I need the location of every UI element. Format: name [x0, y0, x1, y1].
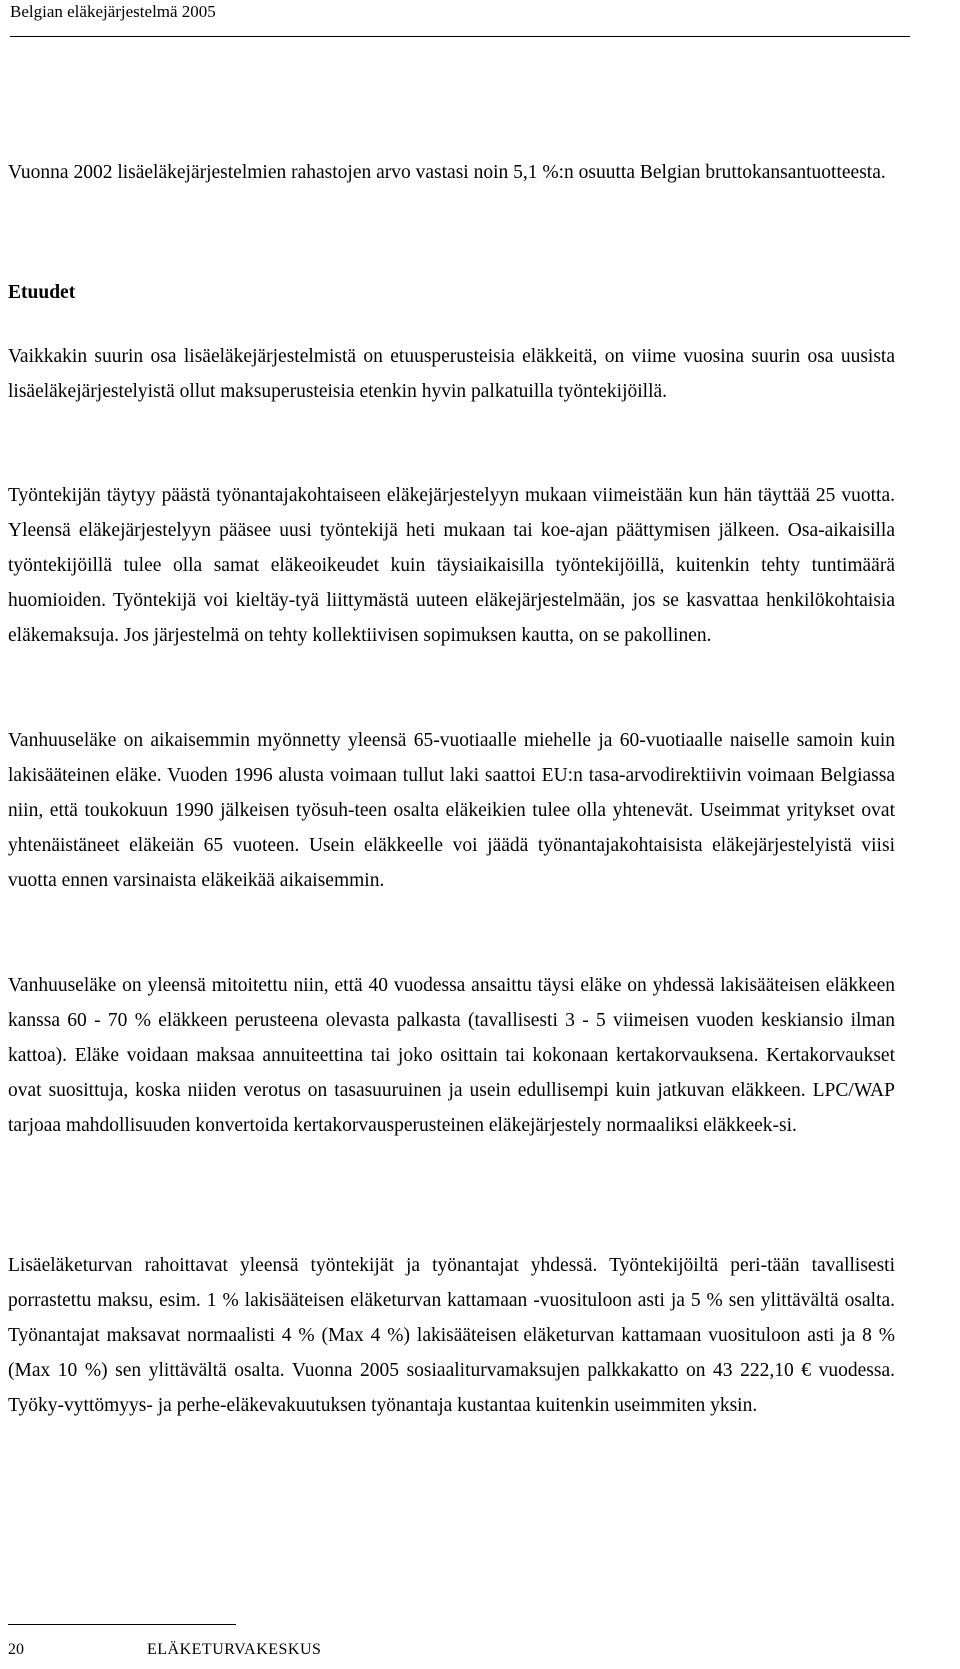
paragraph-financing: Lisäeläketurvan rahoittavat yleensä työntekijät ja työnantajat yhdessä. Työntekijöiltä peri-tään tavallisesti porrastettu maksu, esim. 1 % lakisääteisen eläketurvan kattamaan -vuosituloon asti ja 5 % sen ylittävältä osalta. Työnantajat maksavat normaalisti 4 % (Max 4 %) lakisääteisen eläketurvan kattamaan vuosituloon asti ja 8 % (Max 10 %) sen ylittävältä osalta. Vuonna 2005 sosiaaliturvamaksujen palkkakatto on 43 222,10 € vuodessa. Työky-vyttömyys- ja perhe-eläkevakuutuksen työnantaja kustantaa kuitenkin useimmiten yksin.: [8, 1255, 895, 1416]
footer-organization: ELÄKETURVAKESKUS: [147, 1641, 322, 1658]
paragraph-benefit-types: Vaikkakin suurin osa lisäeläkejärjestelmistä on etuusperusteisia eläkkeitä, on viime vuosina suurin osa uusista lisäeläkejärjestelyistä ollut maksuperusteisia etenkin hyvin palkatuilla työntekijöillä.: [8, 346, 895, 402]
paragraph-retirement-age: Vanhuuseläke on aikaisemmin myönnetty yleensä 65-vuotiaalle miehelle ja 60-vuotiaalle naiselle samoin kuin lakisääteinen eläke. Vuoden 1996 alusta voimaan tullut laki saattoi EU:n tasa-arvodirektiivin voimaan Belgiassa niin, että toukokuun 1990 jälkeisen työsuh-teen osalta eläkeikien tulee olla yhtenevät. Useimmat yritykset ovat yhtenäistäneet eläkeiän 65 vuoteen. Usein eläkkeelle voi jäädä työnantajakohtaisista eläkejärjestelyistä viisi vuotta ennen varsinaista eläkeikää aikaisemmin.: [8, 730, 895, 891]
paragraph-fund-value: Vuonna 2002 lisäeläkejärjestelmien rahastojen arvo vastasi noin 5,1 %:n osuutta Belgian bruttokansantuotteesta.: [8, 162, 886, 183]
section-heading-benefits: Etuudet: [8, 282, 76, 303]
paragraph-pension-level: Vanhuuseläke on yleensä mitoitettu niin, että 40 vuodessa ansaittu täysi eläke on yhdessä lakisääteisen eläkkeen kanssa 60 - 70 % eläkkeen perusteena olevasta palkasta (tavallisesti 3 - 5 viimeisen vuoden keskiansio ilman kattoa). Eläke voidaan maksaa annuiteettina tai joko osittain tai kokonaan kertakorvauksena. Kertakorvaukset ovat suosittuja, koska niiden verotus on tasasuuruinen ja usein edullisempi kuin jatkuvan eläkkeen. LPC/WAP tarjoaa mahdollisuuden konvertoida kertakorvausperusteinen eläkejärjestely normaaliksi eläkkeek-si.: [8, 975, 895, 1136]
footer-divider: [8, 1624, 236, 1625]
header-title: Belgian eläkejärjestelmä 2005: [10, 2, 216, 21]
footer-page-number: 20: [8, 1641, 24, 1658]
page-header: [10, 0, 910, 37]
paragraph-eligibility: Työntekijän täytyy päästä työnantajakohtaiseen eläkejärjestelyyn mukaan viimeistään kun hän täyttää 25 vuotta. Yleensä eläkejärjestelyyn pääsee uusi työntekijä heti mukaan tai koe-ajan päättymisen jälkeen. Osa-aikaisilla työntekijöillä tulee olla samat eläkeoikeudet kuin täysiaikaisilla työntekijöillä, kuitenkin tehty tuntimäärä huomioiden. Työntekijä voi kieltäy-tyä liittymästä uuteen eläkejärjestelmään, jos se kasvattaa henkilökohtaisia eläkemaksuja. Jos järjestelmä on tehty kollektiivisen sopimuksen kautta, on se pakollinen.: [8, 485, 895, 646]
